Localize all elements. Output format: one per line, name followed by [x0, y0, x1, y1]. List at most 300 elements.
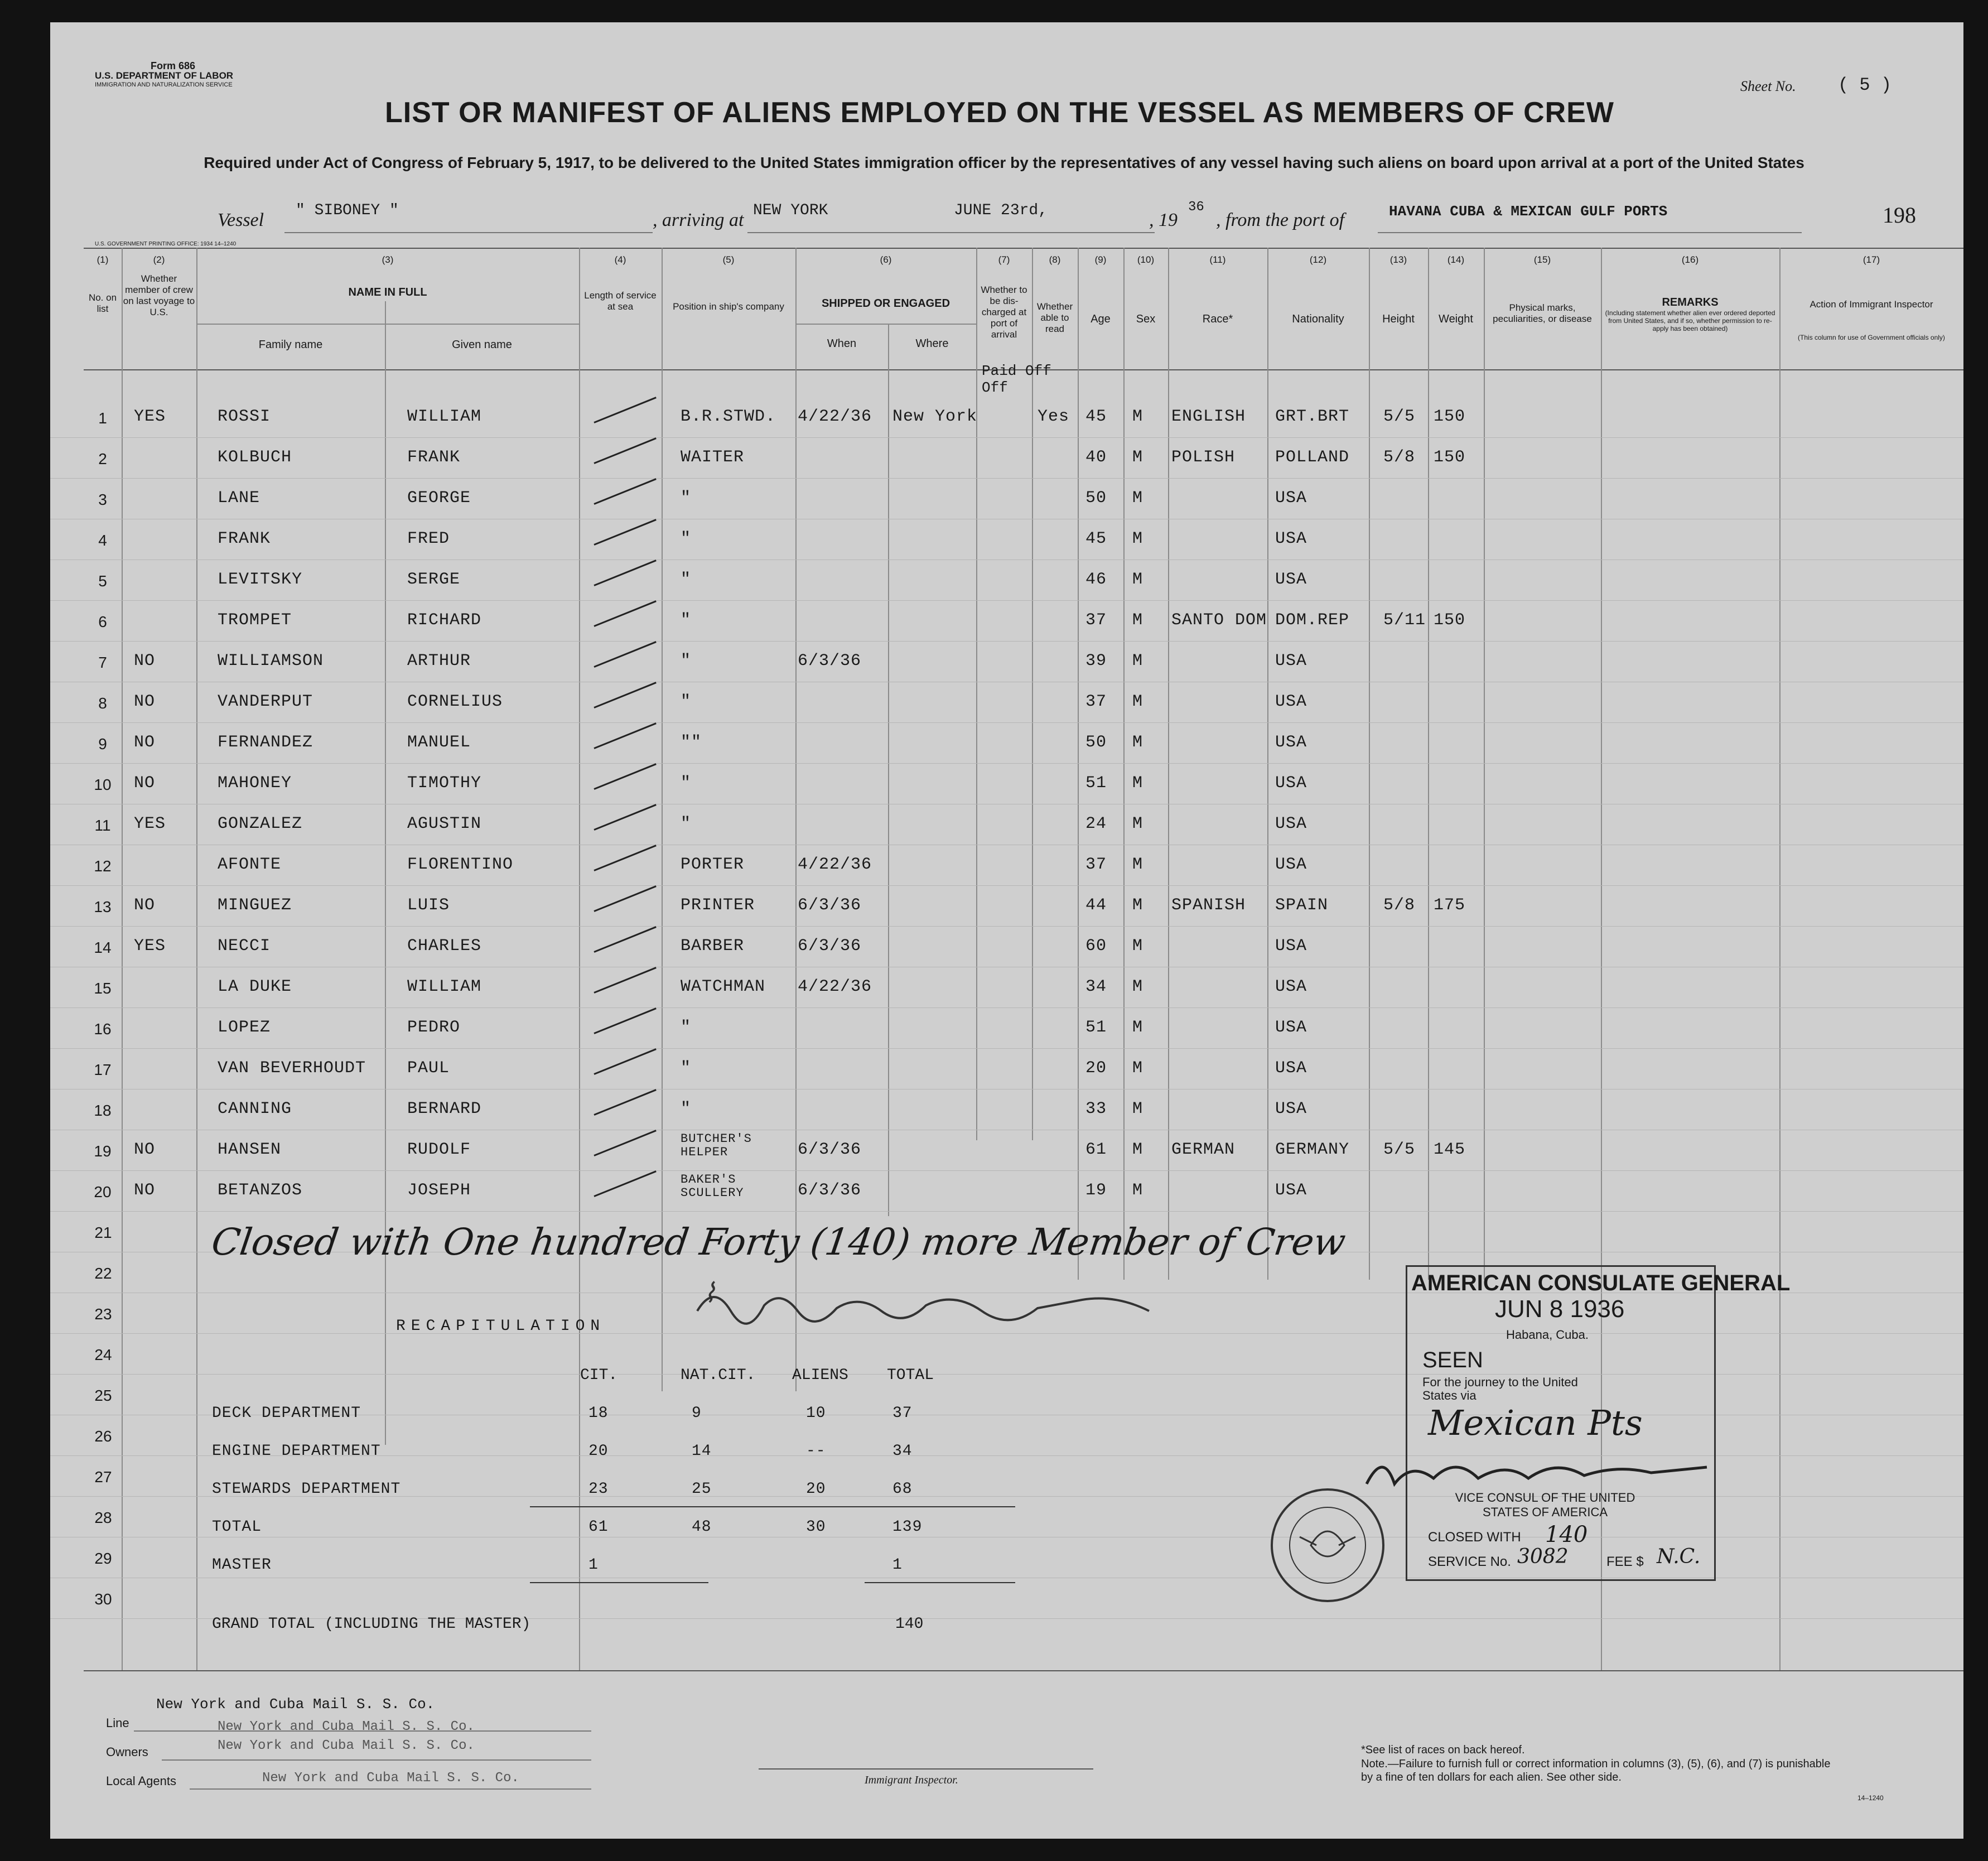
cell-position: ": [681, 692, 692, 711]
cell-nationality: USA: [1275, 1181, 1307, 1200]
cell-family: KOLBUCH: [218, 448, 292, 467]
header-action-note: (This column for use of Government officials only): [1798, 334, 1945, 341]
cell-nationality: USA: [1275, 774, 1307, 793]
cell-position: ": [681, 1100, 692, 1118]
from-label: , from the port of: [1216, 210, 1345, 230]
cell-sex: M: [1132, 1181, 1143, 1200]
col-num: (13): [1389, 254, 1407, 265]
cell-nationality: USA: [1275, 570, 1307, 589]
stamp-fee-label: FEE $: [1606, 1554, 1644, 1569]
cell-family: AFONTE: [218, 855, 282, 874]
cell-family: ROSSI: [218, 407, 271, 426]
department: U.S. DEPARTMENT OF LABOR: [95, 70, 234, 81]
cell-given: PAUL: [407, 1059, 450, 1078]
paid-off-note: Paid Off: [982, 363, 1051, 379]
col-num: (6): [880, 254, 892, 265]
cell-when: 6/3/36: [798, 1181, 862, 1200]
agents-value: New York and Cuba Mail S. S. Co.: [262, 1771, 519, 1786]
cell-last: YES: [134, 407, 166, 426]
cell-weight: 150: [1434, 407, 1466, 426]
cell-nationality: USA: [1275, 814, 1307, 833]
stamp-closed-label: CLOSED WITH: [1428, 1530, 1521, 1545]
recap-value: 48: [692, 1518, 712, 1536]
header-nationality: Nationality: [1292, 313, 1344, 325]
header-height: Height: [1382, 313, 1415, 325]
cell-position: "": [681, 733, 702, 752]
col-num: (16): [1681, 254, 1699, 265]
cell-age: 40: [1085, 448, 1107, 467]
cell-family: GONZALEZ: [218, 814, 303, 833]
cell-age: 37: [1085, 611, 1107, 630]
cell-given: FRANK: [407, 448, 461, 467]
row-number: 24: [94, 1346, 112, 1363]
cell-position: BARBER: [681, 937, 745, 956]
cell-no: 13: [94, 898, 112, 915]
cell-nationality: SPAIN: [1275, 896, 1329, 915]
service-tick-mark: [593, 682, 656, 708]
cell-given: FLORENTINO: [407, 855, 514, 874]
header-weight: Weight: [1439, 313, 1473, 325]
cell-given: WILLIAM: [407, 407, 482, 426]
col-num: (3): [382, 254, 394, 265]
recap-label: TOTAL: [212, 1518, 262, 1536]
service-tick-mark: [593, 1170, 656, 1197]
col-num: (10): [1137, 254, 1155, 265]
header-given-name: Given name: [452, 339, 512, 351]
cell-age: 19: [1085, 1181, 1107, 1200]
cell-race: SPANISH: [1171, 896, 1246, 915]
cell-sex: M: [1132, 529, 1143, 548]
cell-race: GERMAN: [1171, 1140, 1236, 1159]
header-remarks: REMARKS: [1662, 296, 1719, 308]
stamp-closed-with: 140: [1545, 1522, 1588, 1547]
grand-total-label: GRAND TOTAL (INCLUDING THE MASTER): [212, 1616, 531, 1633]
cell-age: 60: [1085, 937, 1107, 956]
cell-family: HANSEN: [218, 1140, 282, 1159]
cell-nationality: USA: [1275, 1100, 1307, 1118]
owners-label: Owners: [106, 1745, 148, 1759]
cell-family: VAN BEVERHOUDT: [218, 1059, 366, 1078]
cell-position: ": [681, 1018, 692, 1037]
cell-family: MAHONEY: [218, 774, 292, 793]
row-number: 30: [94, 1590, 112, 1608]
cell-position: ": [681, 529, 692, 548]
cell-given: CHARLES: [407, 937, 482, 956]
col-num: (15): [1533, 254, 1551, 265]
cell-no: 12: [94, 857, 112, 875]
cell-read: Yes: [1038, 407, 1070, 426]
cell-last: NO: [134, 1140, 156, 1159]
cell-given: JOSEPH: [407, 1181, 471, 1200]
cell-given: LUIS: [407, 896, 450, 915]
cell-sex: M: [1132, 814, 1143, 833]
cell-no: 16: [94, 1020, 112, 1038]
cell-sex: M: [1132, 489, 1143, 508]
closing-note: Closed with One hundred Forty (140) more Member of Crew: [209, 1221, 1349, 1264]
service-tick-mark: [593, 519, 656, 546]
manifest-title: LIST OR MANIFEST OF ALIENS EMPLOYED ON THE VESSEL AS MEMBERS OF CREW: [385, 97, 1614, 129]
stamp-vice-consul: VICE CONSUL OF THE UNITED STATES OF AMERICA: [1455, 1491, 1635, 1519]
row-number: 26: [94, 1428, 112, 1445]
cell-age: 45: [1085, 529, 1107, 548]
cell-sex: M: [1132, 611, 1143, 630]
service-tick-mark: [593, 804, 656, 831]
service-tick-mark: [593, 1089, 656, 1116]
service-name: IMMIGRATION AND NATURALIZATION SERVICE: [95, 81, 233, 88]
recap-value: 14: [692, 1443, 712, 1460]
header-length-service: Length of service at sea: [584, 290, 657, 312]
cell-no: 18: [94, 1102, 112, 1119]
cell-last: NO: [134, 652, 156, 671]
service-tick-mark: [593, 1048, 656, 1075]
cell-no: 10: [94, 776, 112, 793]
cell-age: 46: [1085, 570, 1107, 589]
row-number: 25: [94, 1387, 112, 1404]
cell-race: POLISH: [1171, 448, 1236, 467]
cell-no: 19: [94, 1142, 112, 1160]
recap-value: 61: [588, 1518, 609, 1536]
cell-no: 2: [98, 450, 107, 467]
cell-weight: 150: [1434, 611, 1466, 630]
inspector-label: Immigrant Inspector.: [865, 1774, 958, 1786]
cell-position: BUTCHER'S HELPER: [681, 1132, 752, 1159]
cell-sex: M: [1132, 1059, 1143, 1078]
form-code: 14–1240: [1857, 1794, 1884, 1802]
cell-given: RUDOLF: [407, 1140, 471, 1159]
header-family-name: Family name: [258, 339, 323, 351]
cell-family: CANNING: [218, 1100, 292, 1118]
cell-sex: M: [1132, 692, 1143, 711]
header-able-read: Whether able to read: [1036, 301, 1073, 334]
cell-when: 6/3/36: [798, 937, 862, 956]
stamp-city: Habana, Cuba.: [1506, 1328, 1589, 1342]
stamp-date: JUN 8 1936: [1495, 1295, 1625, 1323]
arrival-date: JUNE 23rd,: [954, 202, 1048, 219]
cell-age: 39: [1085, 652, 1107, 671]
cell-age: 50: [1085, 733, 1107, 752]
recap-value: 1: [588, 1556, 599, 1574]
col-num: (5): [722, 254, 735, 265]
cell-given: TIMOTHY: [407, 774, 482, 793]
cell-family: LEVITSKY: [218, 570, 303, 589]
service-tick-mark: [593, 763, 656, 790]
header-race: Race*: [1202, 313, 1233, 325]
header-age: Age: [1090, 313, 1111, 325]
cell-height: 5/8: [1383, 896, 1416, 915]
cell-nationality: USA: [1275, 489, 1307, 508]
service-tick-mark: [593, 600, 656, 627]
header-when: When: [827, 338, 857, 350]
cell-no: 15: [94, 980, 112, 997]
cell-position: WATCHMAN: [681, 977, 766, 996]
recap-value: 1: [892, 1556, 903, 1574]
footer-note: Note.—Failure to furnish full or correct information in columns (3), (5), (6), and (7) is punishable by a fine of ten dollars for each alien. See other side.: [1361, 1758, 1831, 1783]
cell-nationality: USA: [1275, 692, 1307, 711]
cell-sex: M: [1132, 448, 1143, 467]
cell-position: ": [681, 814, 692, 833]
col-num: (7): [998, 254, 1010, 265]
cell-position: ": [681, 611, 692, 630]
recap-value: 139: [892, 1518, 923, 1536]
owners-value: New York and Cuba Mail S. S. Co.: [218, 1738, 475, 1753]
cell-when: 6/3/36: [798, 652, 862, 671]
cell-no: 3: [98, 491, 107, 508]
cell-given: GEORGE: [407, 489, 471, 508]
recap-value: 37: [892, 1405, 913, 1422]
line-value: New York and Cuba Mail S. S. Co.: [218, 1719, 475, 1734]
cell-position: B.R.STWD.: [681, 407, 776, 426]
recap-value: --: [806, 1443, 826, 1460]
cell-given: MANUEL: [407, 733, 471, 752]
cell-age: 37: [1085, 855, 1107, 874]
recap-header: NAT.CIT.: [681, 1367, 756, 1384]
cell-nationality: USA: [1275, 529, 1307, 548]
col-num: (9): [1094, 254, 1107, 265]
cell-position: BAKER'S SCULLERY: [681, 1173, 744, 1200]
stamp-via: Mexican Pts: [1428, 1402, 1643, 1443]
service-tick-mark: [593, 967, 656, 994]
from-port: HAVANA CUBA & MEXICAN GULF PORTS: [1389, 203, 1668, 220]
cell-when: 4/22/36: [798, 855, 872, 874]
cell-sex: M: [1132, 652, 1143, 671]
cell-given: FRED: [407, 529, 450, 548]
cell-no: 20: [94, 1183, 112, 1201]
cell-last: NO: [134, 896, 156, 915]
cell-age: 51: [1085, 774, 1107, 793]
cell-given: PEDRO: [407, 1018, 461, 1037]
service-tick-mark: [593, 397, 656, 423]
sheet-number: ( 5 ): [1838, 75, 1892, 95]
cell-height: 5/11: [1383, 611, 1426, 630]
cell-nationality: GERMANY: [1275, 1140, 1350, 1159]
cell-age: 44: [1085, 896, 1107, 915]
cell-no: 4: [98, 532, 107, 549]
cell-family: FRANK: [218, 529, 271, 548]
cell-given: ARTHUR: [407, 652, 471, 671]
vessel-name: " SIBONEY ": [296, 202, 399, 219]
header-discharged: Whether to be dis-charged at port of arrival: [981, 285, 1027, 340]
cell-weight: 150: [1434, 448, 1466, 467]
cell-position: ": [681, 774, 692, 793]
row-number: 21: [94, 1224, 112, 1241]
stamp-seen: SEEN: [1422, 1348, 1483, 1372]
cell-nationality: USA: [1275, 1059, 1307, 1078]
stamp-journey: For the journey to the United States via: [1422, 1375, 1578, 1402]
cell-position: ": [681, 652, 692, 671]
cell-family: FERNANDEZ: [218, 733, 313, 752]
cell-no: 14: [94, 939, 112, 956]
recap-value: 18: [588, 1405, 609, 1422]
recap-header: TOTAL: [887, 1367, 934, 1384]
cell-position: WAITER: [681, 448, 745, 467]
cell-last: NO: [134, 733, 156, 752]
service-tick-mark: [593, 926, 656, 953]
year-suffix: 36: [1188, 200, 1204, 215]
cell-last: NO: [134, 774, 156, 793]
header-where: Where: [915, 338, 949, 350]
cell-sex: M: [1132, 570, 1143, 589]
col-num: (12): [1309, 254, 1327, 265]
recap-value: 10: [806, 1405, 826, 1422]
stamp-service-label: SERVICE No.: [1428, 1554, 1511, 1569]
cell-sex: M: [1132, 855, 1143, 874]
cell-age: 51: [1085, 1018, 1107, 1037]
vessel-label: Vessel: [218, 210, 264, 230]
col-num: (2): [153, 254, 165, 265]
page-number: 198: [1883, 203, 1916, 228]
header-last-voyage: Whether member of crew on last voyage to U.S.: [123, 273, 195, 317]
recap-header: ALIENS: [792, 1367, 848, 1384]
col-num: (14): [1447, 254, 1465, 265]
cell-last: YES: [134, 937, 166, 956]
cell-last: NO: [134, 1181, 156, 1200]
recap-header: CIT.: [580, 1367, 618, 1384]
cell-given: AGUSTIN: [407, 814, 482, 833]
cell-position: PORTER: [681, 855, 745, 874]
header-physical-marks: Physical marks, peculiarities, or disease: [1493, 302, 1592, 324]
service-tick-mark: [593, 560, 656, 586]
cell-nationality: USA: [1275, 652, 1307, 671]
cell-nationality: USA: [1275, 855, 1307, 874]
cell-age: 34: [1085, 977, 1107, 996]
cell-family: LANE: [218, 489, 260, 508]
service-tick-mark: [593, 1130, 656, 1156]
header-sex: Sex: [1136, 313, 1156, 325]
service-tick-mark: [593, 722, 656, 749]
manifest-subtitle: Required under Act of Congress of February 5, 1917, to be delivered to the United States immigration officer by the representatives of any vessel having such aliens on board upon arrival at a port of the United States: [204, 154, 1804, 171]
cell-no: 11: [94, 817, 111, 834]
cell-family: BETANZOS: [218, 1181, 303, 1200]
recap-title: RECAPITULATION: [396, 1318, 606, 1335]
col-num: (17): [1862, 254, 1880, 265]
cell-family: VANDERPUT: [218, 692, 313, 711]
service-tick-mark: [593, 885, 656, 912]
recap-label: MASTER: [212, 1556, 272, 1574]
header-no-on-list: No. on list: [88, 292, 117, 314]
cell-sex: M: [1132, 896, 1143, 915]
agents-label: Local Agents: [106, 1774, 176, 1788]
cell-race: ENGLISH: [1171, 407, 1246, 426]
recap-value: 34: [892, 1443, 913, 1460]
row-number: 23: [94, 1305, 112, 1323]
cell-age: 45: [1085, 407, 1107, 426]
cell-sex: M: [1132, 1100, 1143, 1118]
cell-where: New York: [892, 407, 978, 426]
recap-value: 25: [692, 1481, 712, 1498]
cell-height: 5/5: [1383, 407, 1416, 426]
recap-value: 23: [588, 1481, 609, 1498]
cell-family: LOPEZ: [218, 1018, 271, 1037]
cell-when: 6/3/36: [798, 1140, 862, 1159]
arriving-port: NEW YORK: [753, 202, 828, 219]
cell-weight: 175: [1434, 896, 1466, 915]
cell-nationality: USA: [1275, 733, 1307, 752]
recap-value: 30: [806, 1518, 826, 1536]
service-tick-mark: [593, 641, 656, 668]
cell-family: LA DUKE: [218, 977, 292, 996]
consul-signature: [1361, 1445, 1718, 1495]
cell-sex: M: [1132, 733, 1143, 752]
cell-when: 6/3/36: [798, 896, 862, 915]
service-tick-mark: [593, 845, 656, 871]
cell-family: MINGUEZ: [218, 896, 292, 915]
service-tick-mark: [593, 478, 656, 505]
recap-value: 68: [892, 1481, 913, 1498]
cell-when: 4/22/36: [798, 977, 872, 996]
header-action-inspector: Action of Immigrant Inspector: [1810, 299, 1933, 310]
grand-total: 140: [895, 1616, 924, 1633]
recap-value: 20: [806, 1481, 826, 1498]
cell-age: 61: [1085, 1140, 1107, 1159]
cell-sex: M: [1132, 774, 1143, 793]
cell-height: 5/5: [1383, 1140, 1416, 1159]
line-header: New York and Cuba Mail S. S. Co.: [156, 1696, 435, 1713]
row-number: 22: [94, 1265, 112, 1282]
cell-age: 20: [1085, 1059, 1107, 1078]
cell-position: ": [681, 570, 692, 589]
cell-position: ": [681, 489, 692, 508]
cell-nationality: POLLAND: [1275, 448, 1350, 467]
col-num: (4): [614, 254, 626, 265]
cell-given: CORNELIUS: [407, 692, 503, 711]
cell-nationality: USA: [1275, 937, 1307, 956]
race-note: *See list of races on back hereof.: [1361, 1744, 1525, 1756]
row-number: 27: [94, 1468, 112, 1486]
sheet-label: Sheet No.: [1740, 78, 1796, 94]
recap-value: 9: [692, 1405, 702, 1422]
printing-office: U.S. GOVERNMENT PRINTING OFFICE: 1934 14–1240: [95, 241, 237, 247]
cell-last: NO: [134, 692, 156, 711]
service-tick-mark: [593, 437, 656, 464]
cell-no: 8: [98, 695, 107, 712]
cell-weight: 145: [1434, 1140, 1466, 1159]
arriving-label: , arriving at: [653, 210, 744, 230]
cell-sex: M: [1132, 1140, 1143, 1159]
cell-given: RICHARD: [407, 611, 482, 630]
header-remarks-note: (Including statement whether alien ever ordered deported from United States, and if so, whether permission to re-apply has been obtained): [1605, 309, 1775, 332]
row-number: 29: [94, 1550, 112, 1567]
cell-sex: M: [1132, 937, 1143, 956]
cell-family: NECCI: [218, 937, 271, 956]
cell-nationality: USA: [1275, 977, 1307, 996]
cell-family: TROMPET: [218, 611, 292, 630]
cell-when: 4/22/36: [798, 407, 872, 426]
manifest-sheet: Form 686 U.S. DEPARTMENT OF LABOR IMMIGRATION AND NATURALIZATION SERVICE Sheet No. ( 5 ) LIST OR MANIFEST OF ALIENS EMPLOYED ON THE VESSEL AS MEMBERS OF CREW Required under Act of Congress of February 5, 1917, to be delivered to the United States immigration officer by the representatives of any vessel having such aliens on board upon arrival at a port of the United States Vessel " SIBONEY " , arriving at NEW YORK JUNE 23rd, , 19 36 , from the port of HAVANA CUBA & MEXICAN GULF PORTS 198 U.S. GOVERNMENT PRINTING OFFICE: 1934 14–1240 (1) (2) (3) (4) (5) (6) (7) (8) (9) (10) (11) (12) (13) (14) (15) (16) (17) No. on list Whether member of crew on last voyage to U.S. NAME IN FULL Family name Given name Length of service at sea Position in ship's company SHIPPED OR ENGAGED When Where Whether to be dis-charged at port of arrival Whether able to read Age Sex Race* Nationality Height Weight Physical marks, peculiarities, or disease REMARKS (Including statement whether alien ever ordered deported from United States, and if so, whether permission to re-apply has been obtained) Action of Immigrant Inspector (This column for use of Government officials only) Paid Off Off 1 YES ROSSI WILLIAM B.R.STWD. 4/22/36 New York Yes 45 M ENGLISH GRT.BRT 5/5 150 2 KOLBUCH FRANK WAITER 40 M POLISH POLLAND 5/8 150 3 LANE GEORGE " 50 M USA 4 FRANK FRED " 45 M USA 5 LEVITSKY SERGE " 46 M USA 6 TROMPET RICHARD " 37 M SANTO DOM DOM.REP 5/11 150 7 NO WILLIAMSON ARTHUR " 6/3/36 39 M USA 8 NO VANDERPUT CORNELIUS " 37 M USA 9 NO FERNANDEZ MANUEL "" 50 M USA 10 NO MAHONEY TIMOTHY " 51 M USA 11 YES GONZALEZ AGUSTIN " 24 M USA 12 AFONTE FLORENTINO PORTER 4/22/36 37 M USA 13 NO MINGUEZ LUIS PRINTER 6/3/36 44 M SPANISH SPAIN 5/8 175 14 YES NECCI CHARLES BARBER 6/3/36 60 M USA 15 LA DUKE WILLIAM WATCHMAN 4/22/36 34 M USA 16 LOPEZ PEDRO " 51 M USA 17 VAN BEVERHOUDT PAUL " 20 M USA 18 CANNING BERNARD " 33 M USA 19 NO HANSEN RUDOLF BUTCHER'S HELPER 6/3/36 61 M GERMAN GERMANY 5/5 145 20 NO BETANZOS JOSEPH BAKER'S SCULLERY 6/3/36 19 M USA 21 22 23 24 25 26 27 28 29 30 Closed with One hundred Forty (140) more Member of Crew ⌇ RECAPITULATION CIT. NAT.CIT. ALIENS TOTAL DECK DEPARTMENT 18 9 10 37 ENGINE DEPARTMENT 20 14 -- 34 STEWARDS DEPARTMENT 23 25 20 68 TOTAL 61 48 30 139 MASTER 1 1 GRAND TOTAL (INCLUDING THE MASTER) 140 AMERICAN CONSULATE GENERAL JUN 8 1936 Habana, Cuba. SEEN For the journey to the United States via Mexican Pts VICE CONSUL OF THE UNITED STATES OF AMERICA CLOSED WITH 140 SERVICE No. 3082 FEE $ N.C. New York and Cuba Mail S. S. Co. Line New York and Cuba Mail S. S. Co. Owners New York and Cuba Mail S. S. Co. Local Agents New York and Cuba Mail S. S. Co. Immigrant Inspector. *See list of races on back hereof. Note.—Failure to furnish full or correct information in columns (3), (5), (6), and (7) is punishable by a fine of ten dollars for each alien. See other side. 14–1240: [50, 22, 1963, 1839]
stamp-service-no: 3082: [1517, 1545, 1569, 1568]
cell-age: 50: [1085, 489, 1107, 508]
stamp-fee: N.C.: [1657, 1545, 1701, 1568]
header-position: Position in ship's company: [673, 301, 784, 312]
col-num: (8): [1049, 254, 1061, 265]
cell-age: 37: [1085, 692, 1107, 711]
cell-age: 33: [1085, 1100, 1107, 1118]
cell-given: SERGE: [407, 570, 461, 589]
cell-sex: M: [1132, 1018, 1143, 1037]
service-tick-mark: [593, 1007, 656, 1034]
row-number: 28: [94, 1509, 112, 1526]
cell-no: 9: [98, 735, 107, 753]
cell-sex: M: [1132, 407, 1143, 426]
recap-label: STEWARDS DEPARTMENT: [212, 1481, 401, 1498]
cell-no: 1: [98, 409, 107, 427]
cell-family: WILLIAMSON: [218, 652, 324, 671]
header-shipped-engaged: SHIPPED OR ENGAGED: [821, 297, 950, 310]
recap-label: DECK DEPARTMENT: [212, 1405, 361, 1422]
cell-position: PRINTER: [681, 896, 755, 915]
line-label: Line: [106, 1716, 129, 1730]
cell-no: 17: [94, 1061, 112, 1078]
cell-nationality: DOM.REP: [1275, 611, 1350, 630]
